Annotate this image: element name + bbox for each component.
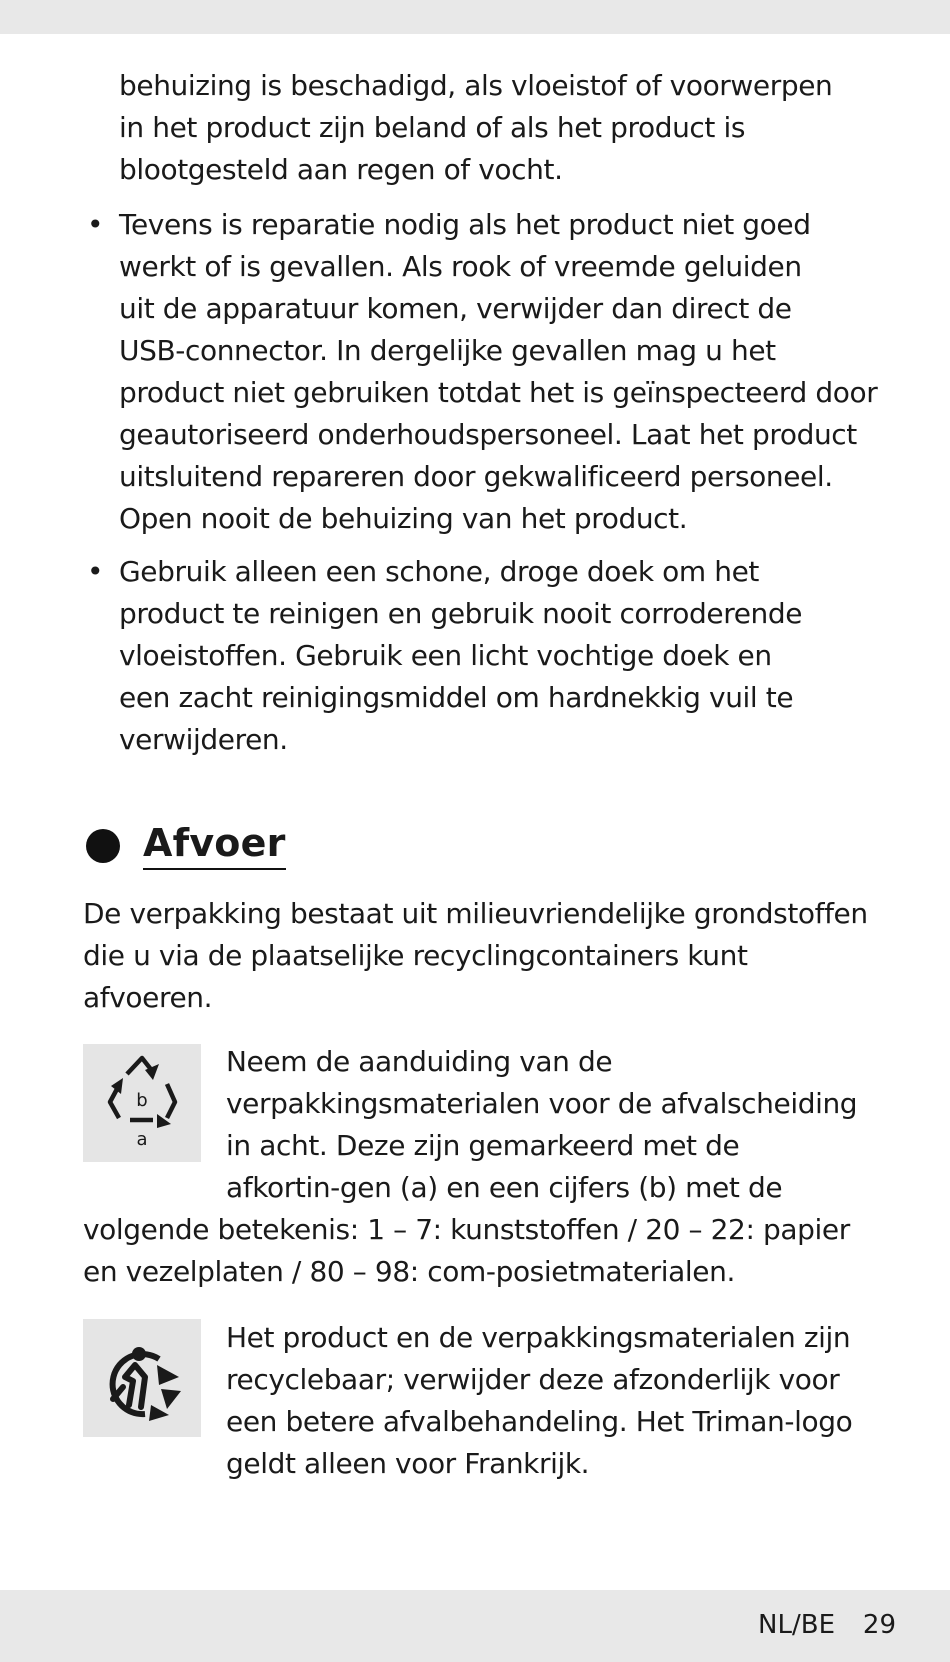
bullet-paragraph-cleaning: Gebruik alleen een schone, droge doek om het product te reinigen en gebruik nooit corroderende vloeistoffen. Gebruik een licht vochtige doek en een zacht reinigingsmiddel om hardnekkig vuil te verwijderen.: [119, 555, 803, 756]
section-heading: Afvoer: [143, 818, 286, 870]
bullet-paragraph-repair: Tevens is reparatie nodig als het product niet goed werkt of is gevallen. Als rook of vreemde geluiden uit de apparatuur komen, verwijder dan direct de USB-connector. In dergelijke gevallen mag u het product niet gebruiken totdat het is geïnspecteerd door geautoriseerd onderhoudspersoneel. Laat het product uitsluitend repareren door gekwalificeerd personeel. Open nooit de behuizing van het product.: [119, 208, 878, 535]
recycling-code-b: b: [136, 1090, 148, 1111]
bullet-marker: [87, 204, 104, 246]
triman-text: Het product en de verpakkingsmaterialen zijn recyclebaar; verwijder deze afzonderlijk voor een betere afvalbehandeling. Het Triman-logo geldt alleen voor Frankrijk.: [226, 1321, 853, 1480]
triman-symbol-box: [83, 1319, 201, 1437]
recycling-text-wrapped: Neem de aanduiding van de verpakkingsmaterialen voor de afvalscheiding in acht. Deze zijn gemarkeerd met de afkortin-gen (a) en een cijfers (b) met de: [226, 1045, 858, 1204]
recycling-symbol-box: [83, 1044, 201, 1162]
recycling-text-continued: volgende betekenis: 1 – 7: kunststoffen / 20 – 22: papier en vezelplaten / 80 – 98: com-posietmaterialen.: [83, 1213, 850, 1288]
page-number: 29: [862, 1610, 896, 1640]
bullet-marker: [87, 551, 104, 593]
recycling-arrows-icon: [83, 1044, 201, 1162]
paragraph-continuation: behuizing is beschadigd, als vloeistof of voorwerpen in het product zijn beland of als het product is blootgesteld aan regen of vocht.: [119, 69, 833, 186]
footer-language: NL/BE: [758, 1610, 835, 1640]
triman-logo-icon: [83, 1319, 201, 1437]
section-bullet-icon: [86, 829, 120, 863]
recycling-code-a: a: [136, 1129, 148, 1150]
disposal-intro: De verpakking bestaat uit milieuvriendelijke grondstoffen die u via de plaatselijke recyclingcontainers kunt afvoeren.: [83, 897, 868, 1014]
